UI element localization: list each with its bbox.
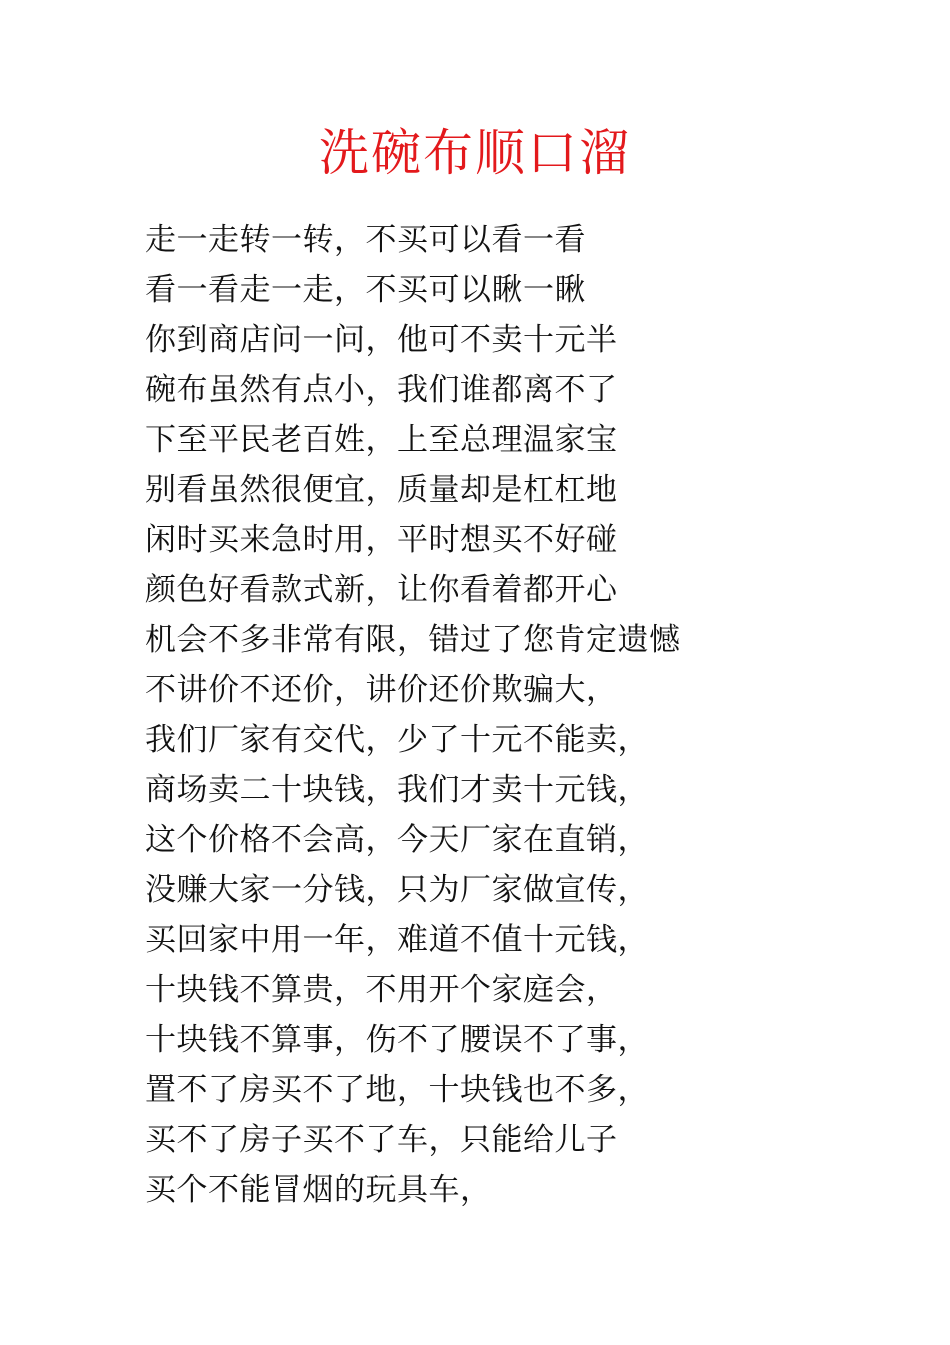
poem-line: 买回家中用一年，难道不值十元钱，: [145, 922, 649, 958]
poem-line: 下至平民老百姓，上至总理温家宝: [145, 422, 618, 458]
poem-line: 这个价格不会高，今天厂家在直销，: [145, 822, 649, 858]
poem-line: 看一看走一走，不买可以瞅一瞅: [145, 272, 586, 308]
poem-line: 你到商店问一问，他可不卖十元半: [145, 322, 618, 358]
poem-line: 走一走转一转，不买可以看一看: [145, 222, 586, 258]
poem-line: 买个不能冒烟的玩具车，: [145, 1172, 492, 1208]
poem-line: 置不了房买不了地，十块钱也不多，: [145, 1072, 649, 1108]
poem-line: 没赚大家一分钱，只为厂家做宣传，: [145, 872, 649, 908]
poem-line: 碗布虽然有点小，我们谁都离不了: [145, 372, 618, 408]
poem-line: 我们厂家有交代，少了十元不能卖，: [145, 722, 649, 758]
poem-body: [145, 215, 925, 1215]
poem-line: 别看虽然很便宜，质量却是杠杠地: [145, 472, 618, 508]
poem-line: 不讲价不还价，讲价还价欺骗大，: [145, 672, 618, 708]
poem-line: 商场卖二十块钱，我们才卖十元钱，: [145, 772, 649, 808]
poem-line: 机会不多非常有限，错过了您肯定遗憾: [145, 622, 681, 658]
document-title: 洗碗布顺口溜: [319, 124, 631, 182]
poem-line: 颜色好看款式新，让你看着都开心: [145, 572, 618, 608]
poem-line: 十块钱不算贵，不用开个家庭会，: [145, 972, 618, 1008]
poem-line: 买不了房子买不了车，只能给儿子: [145, 1122, 618, 1158]
poem-line: 闲时买来急时用，平时想买不好碰: [145, 522, 618, 558]
poem-line: 十块钱不算事，伤不了腰误不了事，: [145, 1022, 649, 1058]
